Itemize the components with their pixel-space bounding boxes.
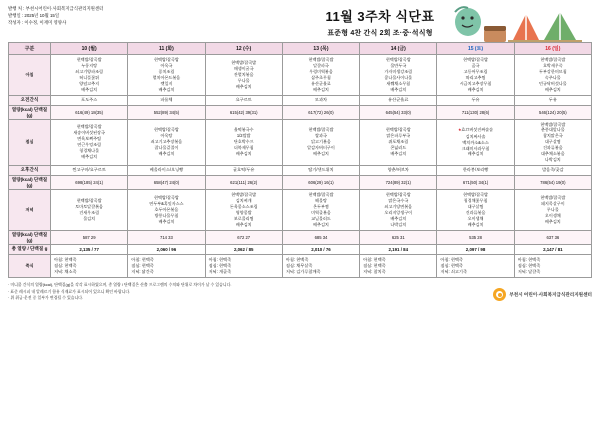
menu-item: 꽁치조림: [158, 68, 175, 74]
porridge-sat: [437, 254, 514, 278]
table-row-total: [9, 244, 592, 254]
row-label-total: 총 열량 / 단백질 g: [9, 244, 51, 254]
logo-mark-icon: [493, 288, 506, 301]
menu-item: 저녁: 김가루참깨죽: [285, 269, 321, 275]
table-row-pm-snack: [9, 165, 592, 175]
total-mon: 2,135 / 77: [51, 244, 128, 254]
row-label-kcal-3: 열량(kcal) 단백질(g): [9, 230, 51, 244]
breakfast-mon: [51, 55, 128, 96]
menu-item: 알감자버터구이: [307, 145, 335, 151]
organization-logo: [493, 288, 592, 301]
menu-item: 배추김치: [390, 86, 407, 92]
am-snack-fri: 유산균율료: [360, 95, 437, 105]
kcal1-sat: 711(130) 28(6): [437, 105, 514, 119]
menu-item: 꽈리고추찜: [465, 74, 486, 80]
footnote-2: · 표준 레시피 내 알레르기 함유 식재료가 표시되어 있으니 확인 바랍니다.: [8, 288, 131, 294]
page-subtitle: 표준형 4찬 간식 2회 조·중·석식형: [327, 30, 433, 37]
row-label-lunch: 점심: [9, 119, 51, 165]
porridge-tue: [128, 254, 205, 278]
menu-item: 김치찌개: [235, 197, 252, 203]
menu-item: 아침: 현맥죽: [208, 256, 232, 262]
dinner-wed: [205, 189, 282, 230]
header-cell-4: 13 (목): [282, 43, 359, 55]
lunch-sat: [437, 119, 514, 165]
dinner-fri: [360, 189, 437, 230]
kcal3-mon: 587 29: [51, 230, 128, 244]
menu-item: 현맥밥/잡곡밥: [153, 194, 179, 200]
am-snack-sat: 두유: [437, 95, 514, 105]
menu-item: 보로콜리찜: [233, 215, 254, 221]
menu-item: 현맥밥/잡곡밥: [308, 57, 334, 62]
menu-item: 아침: 현맥죽: [363, 256, 386, 262]
menu-item: 새송이버섯된장국: [73, 130, 105, 136]
menu-item: 무나물: [546, 206, 559, 212]
menu-item: 저녁: 쇠고기죽: [440, 269, 468, 275]
menu-item: 쇠고기당면볶음: [384, 203, 413, 209]
menu-item: 호박새우죽: [542, 62, 563, 68]
menu-item: 단호박수프: [233, 139, 254, 145]
menu-item: 배추김치: [390, 151, 407, 157]
menu-item: 현맥밥/잡곡밥: [463, 191, 488, 197]
menu-item: 현맥밥/잡곡밥: [540, 57, 566, 62]
menu-item: 현맥밥/잡곡밥: [231, 59, 257, 65]
kcal2-thu: 606(29) 16(1): [282, 175, 359, 189]
menu-item: 점심: 채무살죽: [285, 262, 313, 268]
menu-item: 오리지앙생구이: [384, 209, 413, 215]
porridge-wed: [205, 254, 282, 278]
kcal1-mon: 616(49) 18(35): [51, 105, 128, 119]
menu-item: 아침: 현맥죽: [517, 256, 541, 262]
menu-item: 건과류볶음: [542, 145, 563, 151]
document-meta: [8, 4, 168, 26]
menu-item: 아침: 현맥죽: [285, 256, 309, 262]
kcal3-fri: 625 31: [360, 230, 437, 244]
total-sat: 2,097 / 98: [437, 244, 514, 254]
menu-item: 저녁: 닭간죽: [131, 269, 154, 275]
menu-item: 멸치아몬드볶음: [152, 74, 181, 80]
breakfast-thu: [282, 55, 359, 96]
total-tue: 2,060 / 96: [128, 244, 205, 254]
row-label-dinner: 저녁: [9, 189, 51, 230]
kcal3-wed: 672 27: [205, 230, 282, 244]
lunch-wed: [205, 119, 282, 165]
header-cell-0: 구분: [9, 43, 51, 55]
title-block: [168, 4, 592, 38]
kcal2-wed: 621(111) 26(2): [205, 175, 282, 189]
menu-item: 잡나물겉절이: [154, 145, 179, 151]
am-snack-thu: 모과차: [282, 95, 359, 105]
menu-item: 쇠고기고추장볶음: [150, 139, 183, 145]
menu-item: 저녁: 참치죽: [363, 269, 386, 275]
menu-item: 배추김치: [390, 215, 407, 221]
menu-item: 배추김치: [235, 151, 252, 157]
header-cell-3: 12 (수): [205, 43, 282, 55]
kcal2-sat: 671(50) 34(1): [437, 175, 514, 189]
menu-item: 나박김치: [544, 157, 561, 163]
row-label-breakfast: 아침: [9, 55, 51, 96]
kcal1-sun: 546(124) 20(5): [514, 105, 591, 119]
total-fri: 2,191 / 84: [360, 244, 437, 254]
kcal3-sun: 637 36: [514, 230, 591, 244]
menu-item: 현맥밥/잡곡밥: [463, 57, 488, 62]
kcal1-fri: 645(54) 33(0): [360, 105, 437, 119]
menu-item: 점심: 현맥죽: [131, 262, 154, 268]
lunch-tue: [128, 119, 205, 165]
menu-item: 쌀과국: [315, 133, 327, 139]
kcal2-tue: 658(47) 24(0): [128, 175, 205, 189]
row-label-pm-snack: 오후간식: [9, 165, 51, 175]
menu-item: 두부강한머므침: [539, 68, 567, 74]
menu-item: 건과류볶음: [465, 209, 486, 215]
menu-item: 양념고추지: [79, 80, 100, 86]
menu-item: 면육보쪄주팀: [77, 136, 101, 142]
menu-item: 깻잎지: [160, 80, 173, 86]
menu-item: 시금치고추장무침: [459, 80, 492, 86]
porridge-fri: [360, 254, 437, 278]
menu-item: 방풍나물무침: [154, 212, 179, 218]
total-sun: 2,147 / 81: [514, 244, 591, 254]
table-row-breakfast: [9, 55, 592, 96]
menu-item: 영양콩밥: [235, 209, 252, 215]
breakfast-sat: [437, 55, 514, 96]
menu-item: 돼지목살구이: [540, 200, 565, 206]
menu-item: 현맥밥/잡곡밥: [540, 121, 566, 127]
menu-item: 물만두국: [390, 62, 407, 68]
menu-item: 참치맑은국: [542, 133, 563, 139]
kcal1-wed: 615(42) 39(31): [205, 105, 282, 119]
pm-snack-wed: 귤호떡/두유: [205, 165, 282, 175]
lunch-fri: [360, 119, 437, 165]
menu-item: 물김치: [83, 215, 96, 221]
dinner-thu: [282, 189, 359, 230]
menu-item: 닭고기볶음: [311, 139, 331, 145]
total-wed: 2,062 / 85: [205, 244, 282, 254]
menu-item: 맑은파루부국: [386, 133, 411, 139]
menu-item: 배추김치: [158, 218, 175, 224]
menu-item: 해물탕: [315, 197, 327, 203]
row-label-porridge: 죽식: [9, 254, 51, 278]
menu-item: 배추김치: [313, 221, 329, 227]
menu-item: 현맥밥/잡곡밥: [308, 127, 334, 133]
menu-item: 현맥밥/잡곡밥: [385, 191, 411, 197]
pm-snack-fri: 양춘/허브차: [360, 165, 437, 175]
menu-item: 배추김치: [235, 221, 252, 227]
menu-item: 배추김치: [158, 151, 175, 157]
menu-item: 맥치까소&소스: [462, 139, 489, 145]
menu-item: 배추김치: [544, 86, 561, 92]
menu-item: 대구살찜: [544, 139, 561, 145]
menu-item: 현맥밥/잡곡밥: [540, 194, 566, 200]
am-snack-mon: 포도주스: [51, 95, 128, 105]
table-row-porridge: [9, 254, 592, 278]
lunch-sun: [514, 119, 591, 165]
menu-item: 돈육콩소스조림: [229, 203, 258, 209]
menu-item: 달걀파국: [313, 62, 329, 68]
menu-item: 배추김치: [81, 86, 98, 92]
menu-item: 배추김치: [313, 151, 329, 157]
menu-item: 잔멸치볶음: [233, 71, 254, 77]
menu-item: 현맥밥/잡곡밥: [76, 124, 102, 130]
kcal2-mon: 698(185) 24(1): [51, 175, 128, 189]
row-label-am-snack: 오전간식: [9, 95, 51, 105]
menu-item: 김치짜사솔: [465, 133, 486, 139]
dinner-mon: [51, 189, 128, 230]
menu-item: 저녁: 달걀죽: [517, 269, 541, 275]
table-row-dinner: [9, 189, 592, 230]
menu-item: 민규닥버섯나물: [539, 80, 567, 86]
menu-item: 아침: 현맥죽: [440, 256, 463, 262]
menu-item: 건새우조림: [79, 209, 100, 215]
menu-item: 허니플꽃튀: [79, 74, 100, 80]
menu-item: 쇠고기양파조림: [75, 68, 103, 74]
decorative-camping-illustration: [438, 4, 588, 50]
kcal3-thu: 685 34: [282, 230, 359, 244]
footnote-1: · 미니쿨 간식의 열량(kcal), 단백질(g)을 각각 표시하였으며, 총 열량 / 단백질은 산출 프로그램의 수치와 단위로 차이가 날 수 있습니다.: [8, 282, 232, 288]
menu-item: 오이생채: [544, 212, 561, 218]
menu-item: 청경채꽃무침: [463, 197, 488, 203]
menu-item: 저녁: 개골죽: [208, 269, 232, 275]
menu-item: 점심: 현맥죽: [517, 262, 541, 268]
table-row-kcal-1: [9, 105, 592, 119]
menu-item: 맑은국수국: [388, 197, 409, 203]
page-title: 11월 3주차 식단표: [325, 9, 435, 24]
menu-item: 현맥밥/잡곡밥: [231, 191, 257, 197]
porridge-sun: [514, 254, 591, 278]
menu-item: 점심: 현맥죽: [363, 262, 386, 268]
menu-item: 곰국: [471, 62, 480, 68]
menu-item: 배추김치: [81, 154, 98, 160]
menu-item: 삼주초무침: [311, 74, 331, 80]
menu-item: 1/2쌀밥: [236, 133, 251, 139]
menu-item: 점심: 현맥죽: [208, 262, 232, 268]
footnote-3: · 위 취급·운전 중 일부가 변경될 수 있습니다.: [8, 294, 84, 300]
breakfast-wed: [205, 55, 282, 96]
menu-item: 배추김치: [544, 218, 561, 224]
pm-snack-mon: 찐고구마/요구르트: [51, 165, 128, 175]
menu-item: 현맥밥/잡곡밥: [153, 127, 179, 133]
menu-item: 온두부찜: [313, 203, 329, 209]
menu-item: 우렁미역볶음: [309, 68, 333, 74]
breakfast-tue: [128, 55, 205, 96]
menu-item: 나박김치: [390, 221, 407, 227]
menu-item: 누룽지탕: [81, 62, 98, 68]
logo-text: 부천시 어린이·사회복지급식관리지원센터: [509, 291, 592, 297]
menu-item: 콩나물사이나물: [384, 74, 413, 80]
menu-item: 숙주나물: [544, 74, 561, 80]
menu-item: 유산균율료: [311, 80, 331, 86]
header-cell-5: 14 (금): [360, 43, 437, 55]
table-row-kcal-2: [9, 175, 592, 189]
menu-item: 호두아몬볶음: [154, 206, 179, 212]
menu-item: 새쮀채소무침: [386, 80, 411, 86]
kcal1-thu: 617(72) 26(0): [282, 105, 359, 119]
menu-item: 토마토달걀볶음: [75, 203, 103, 209]
menu-item: 배추김치: [467, 221, 484, 227]
header-cell-1: 10 (월): [51, 43, 128, 55]
row-label-kcal-1: 열량(kcal) 단백질(g): [9, 105, 51, 119]
menu-item: 매생이굴국: [233, 65, 254, 71]
am-snack-tue: 파롤체: [128, 95, 205, 105]
menu-item: 현맥밥/잡곡밥: [385, 127, 411, 133]
table-row-lunch: [9, 119, 592, 165]
pm-snack-thu: 딸기/샌드위치: [282, 165, 359, 175]
header-cell-2: 11 (화): [128, 43, 205, 55]
pm-snack-sun: 발음죽/곶감: [514, 165, 591, 175]
kcal2-fri: 724(89) 32(1): [360, 175, 437, 189]
menu-item: 콘넓러드: [390, 145, 407, 151]
kcal1-tue: 552(89) 34(5): [128, 105, 205, 119]
header-cell-6: 15 (토): [437, 43, 514, 55]
row-label-kcal-2: 열량(kcal) 단백질(g): [9, 175, 51, 189]
menu-item: 가자미생강조림: [384, 68, 413, 74]
dinner-sun: [514, 189, 591, 230]
menu-item: 아욱국: [160, 62, 173, 68]
am-snack-sun: 두유: [514, 95, 591, 105]
menu-item: 현맥밥/잡곡밥: [308, 191, 334, 197]
meta-date: 발행일 : 2025년 10월 15일: [8, 12, 60, 18]
menu-item: 배추김치: [313, 86, 329, 92]
kcal3-sat: 535 28: [437, 230, 514, 244]
dinner-sat: [437, 189, 514, 230]
lunch-mon: [51, 119, 128, 165]
menu-item: 배추김치: [235, 83, 252, 89]
menu-item: 더북제무침: [233, 145, 254, 151]
menu-item: 연근우엉조림: [77, 142, 101, 148]
porridge-mon: [51, 254, 128, 278]
menu-item: 아침: 현맥죽: [131, 256, 154, 262]
menu-item: 배추김치: [467, 151, 484, 157]
kcal3-tue: 714 33: [128, 230, 205, 244]
menu-item: 현맥밥/잡곡밥: [76, 197, 102, 203]
porridge-thu: [282, 254, 359, 278]
lunch-thu: [282, 119, 359, 165]
meta-issuer: 발행 처 : 부천시어린이·사회복지급식관리지원센터: [8, 6, 104, 11]
meta-author: 작성자 : 이수정, 이재미 영양사: [8, 19, 67, 25]
total-thu: 2,010 / 76: [282, 244, 359, 254]
menu-item: 교닐물러드: [311, 215, 331, 221]
menu-item: 고등어무조림: [463, 68, 488, 74]
menu-item: 배추김치: [467, 86, 484, 92]
breakfast-fri: [360, 55, 437, 96]
header-cell-7: 16 (일): [514, 43, 591, 55]
menu-item: 쥐포채조림: [388, 139, 409, 145]
menu-item: 크래미사과무침: [461, 145, 490, 151]
kcal2-sun: 786(54) 19(0): [514, 175, 591, 189]
menu-item: 청경채나물: [79, 148, 100, 154]
menu-item: 율떡볶국수: [233, 127, 254, 133]
menu-item: 현맥밥/잡곡밥: [385, 57, 411, 62]
footnotes: [8, 282, 232, 301]
menu-item: 미역줄볶음: [311, 209, 331, 215]
menu-item: 아침: 현맥죽: [54, 256, 77, 262]
menu-item: 무나물: [237, 77, 250, 83]
menu-item: ★효끄버섯진짜솔솥: [458, 127, 494, 133]
menu-item: 춘풍대앞나물: [540, 127, 565, 133]
pm-snack-sat: 한라봉/보리빵: [437, 165, 514, 175]
menu-item: 현맥밥/잡곡밥: [76, 57, 102, 62]
breakfast-sun: [514, 55, 591, 96]
page-header: [8, 4, 592, 38]
dinner-tue: [128, 189, 205, 230]
menu-item: 현맥밥/잡곡밥: [153, 57, 179, 62]
menu-item: 오이생채: [467, 215, 484, 221]
pm-snack-tue: 베올라이스/오닝빵: [128, 165, 205, 175]
menu-item: 점심: 현맥죽: [440, 262, 463, 268]
menu-item: 대추채소볶음: [540, 151, 565, 157]
am-snack-wed: 요구르트: [205, 95, 282, 105]
menu-item: 연두부&혹잇자스스: [149, 200, 184, 206]
table-row-kcal-3: [9, 230, 592, 244]
menu-item: 점심: 현맥죽: [54, 262, 77, 268]
table-row-am-snack: [9, 95, 592, 105]
menu-item: 저녁: 채소죽: [54, 269, 77, 275]
menu-table: [8, 42, 592, 278]
menu-item: 아욱탕: [160, 133, 173, 139]
menu-item: 배추김치: [158, 86, 175, 92]
menu-item: 대구살찜: [467, 203, 484, 209]
